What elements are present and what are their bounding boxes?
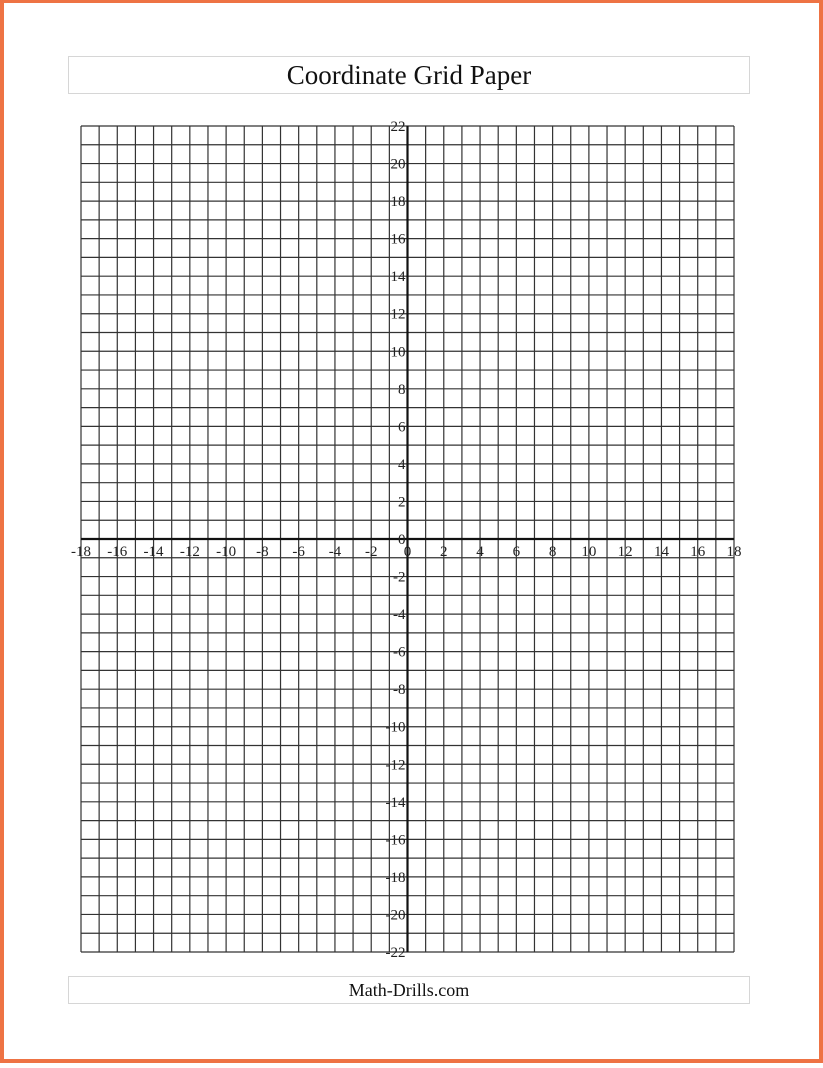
x-axis-label: 4 [476, 544, 484, 560]
y-axis-label: 16 [390, 231, 406, 248]
x-axis-label: 6 [512, 544, 521, 560]
y-axis-label: 2 [398, 494, 406, 511]
y-axis-label: -20 [385, 907, 406, 924]
y-axis-label: 0 [398, 532, 406, 548]
x-axis-label: 12 [617, 544, 633, 560]
page-title: Coordinate Grid Paper [286, 59, 532, 90]
x-axis-label: -16 [107, 544, 128, 560]
y-axis-label: 8 [398, 381, 406, 398]
y-axis-label: 20 [390, 156, 406, 173]
x-axis-label: -6 [292, 544, 305, 560]
y-axis-label: -18 [385, 869, 406, 886]
x-axis-label: -14 [143, 544, 164, 560]
y-axis-label: -4 [393, 607, 406, 624]
x-axis-label: -10 [216, 544, 237, 560]
y-axis-label: -2 [393, 569, 406, 586]
x-axis-label: 14 [653, 544, 669, 560]
x-axis-label: -2 [364, 544, 378, 560]
y-axis-label: -10 [385, 719, 406, 736]
y-axis-label: 22 [390, 119, 406, 135]
footer-credit: Math-Drills.com [348, 979, 470, 1000]
y-axis-label: 10 [390, 344, 406, 361]
y-axis-label: -8 [393, 682, 406, 699]
x-axis-label: 16 [690, 544, 706, 560]
y-axis-label: 4 [398, 456, 406, 473]
x-axis-label: -12 [179, 544, 200, 560]
y-axis-label: -14 [385, 794, 406, 811]
y-axis-label: 6 [398, 419, 406, 436]
x-axis-label: 10 [581, 544, 597, 560]
x-axis-label: 0 [403, 544, 412, 560]
x-axis-label: 18 [726, 544, 742, 560]
y-axis-label: -16 [385, 832, 406, 849]
x-axis-label: 2 [440, 544, 448, 560]
x-axis-label: -4 [328, 544, 342, 560]
y-axis-label: -6 [393, 644, 406, 661]
y-axis-label: -12 [385, 757, 406, 774]
y-axis-label: -22 [385, 945, 406, 961]
x-axis-label: -18 [71, 544, 91, 560]
y-axis-label: 14 [390, 269, 406, 286]
y-axis-label: 18 [390, 194, 406, 211]
y-axis-label: 12 [390, 306, 406, 323]
footer-box [68, 976, 750, 1004]
x-axis-label: -8 [256, 544, 269, 560]
x-axis-label: 8 [548, 544, 557, 560]
